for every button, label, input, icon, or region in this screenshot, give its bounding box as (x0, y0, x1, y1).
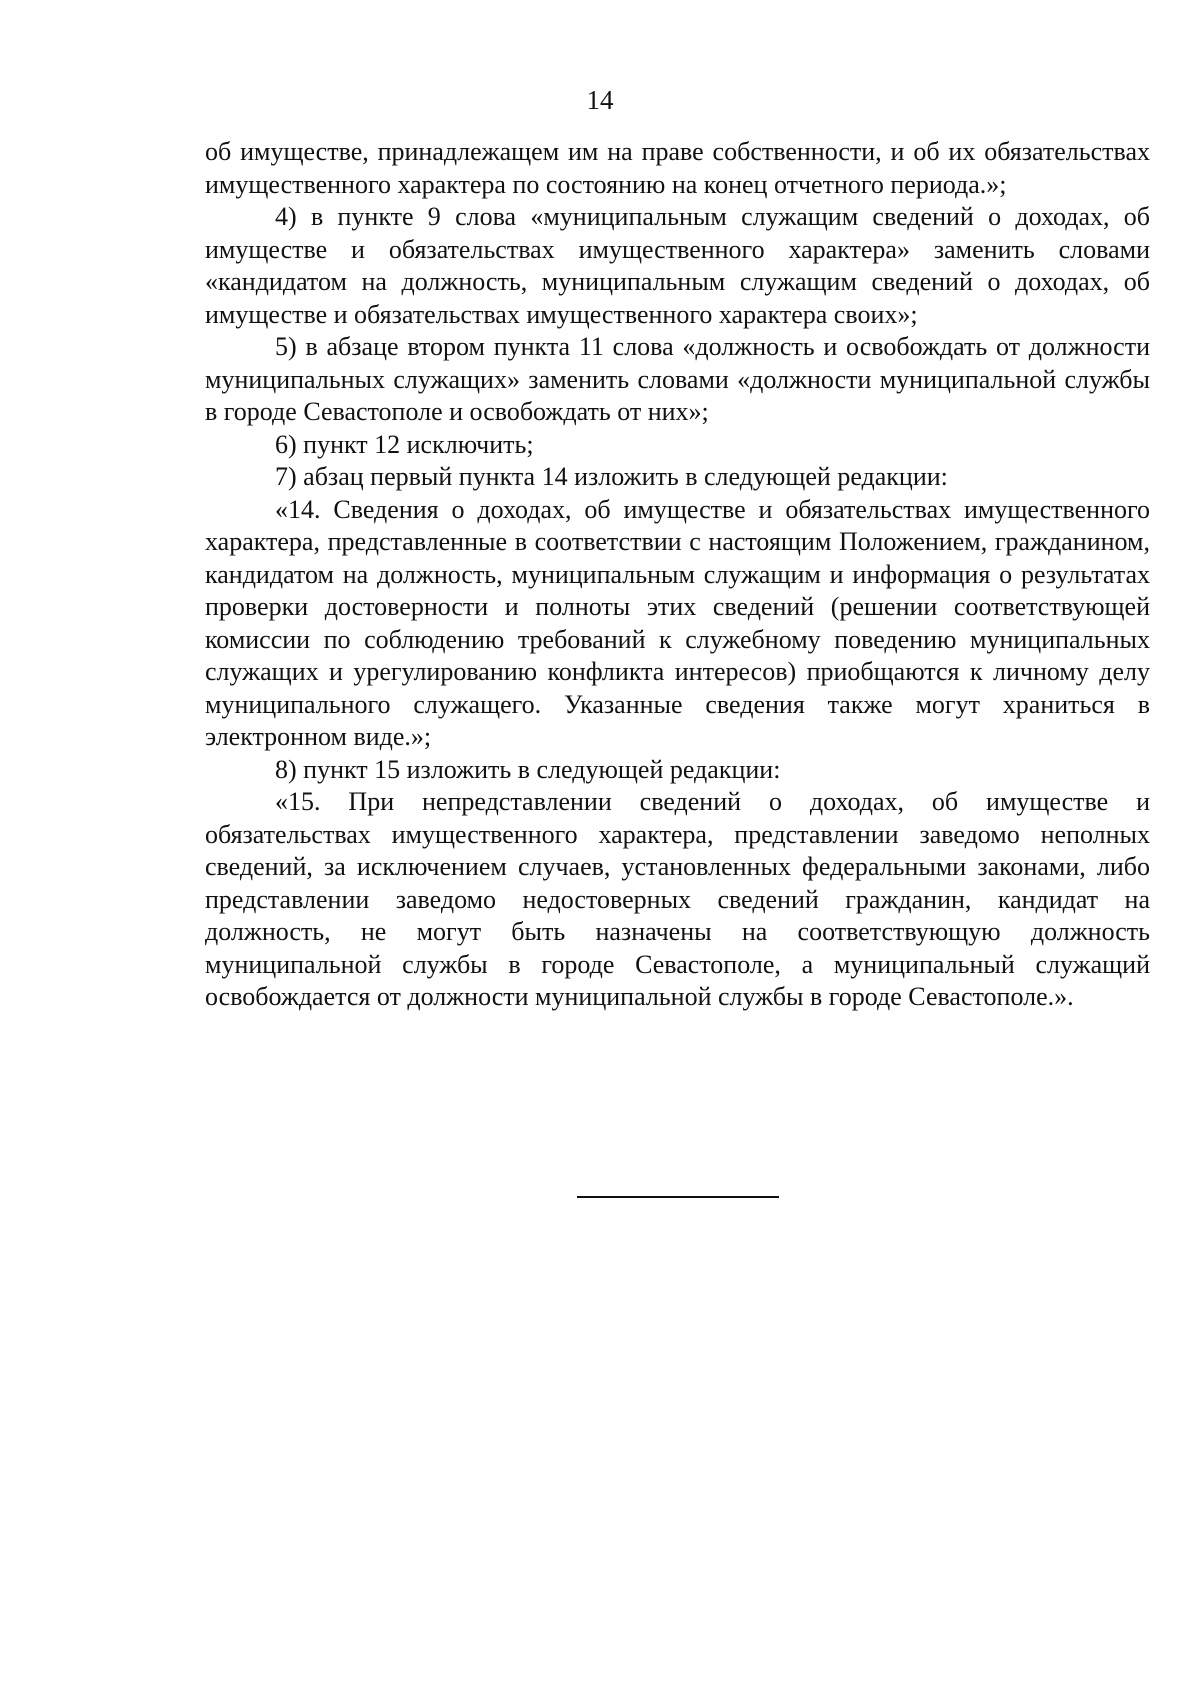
paragraph-item-8: 8) пункт 15 изложить в следующей редакции: (275, 754, 781, 784)
paragraph-clause-14: «14. Сведения о доходах, об имуществе и обязательствах имущественного характера, представленные в соответствии с настоящим Положением, гражданином, кандидатом на должность, муниципальным служащим и информация о результатах проверки достоверности и полноты этих сведений (решении соответствующей комиссии по соблюдению требований к служебному поведению муниципальных служащих и урегулированию конфликта интересов) приобщаются к личному делу муниципального служащего. Указанные сведения также могут храниться в электронном виде.»; (205, 494, 1150, 751)
end-of-document-rule (577, 1196, 779, 1198)
paragraph-item-7: 7) абзац первый пункта 14 изложить в следующей редакции: (275, 462, 948, 491)
paragraph-continuation: об имуществе, принадлежащем им на праве собственности, и об их обязательствах имущественного характера по состоянию на конец отчетного периода.»; (205, 137, 1150, 199)
page-number: 14 (586, 85, 614, 115)
paragraph-clause-15: «15. При непредставлении сведений о доходах, об имуществе и обязательствах имущественного характера, представлении заведомо неполных сведений, за исключением случаев, установленных федеральными законами, либо представлении заведомо недостоверных сведений гражданин, кандидат на должность, не могут быть назначены на соответствующую должность муниципальной службы в городе Севастополе, а муниципальный служащий освобождается от должности муниципальной службы в городе Севастополе.». (205, 787, 1150, 1011)
paragraph-item-4: 4) в пункте 9 слова «муниципальным служащим сведений о доходах, об имуществе и обязательствах имущественного характера» заменить словами «кандидатом на должность, муниципальным служащим сведений о доходах, об имуществе и обязательствах имущественного характера своих»; (205, 202, 1150, 329)
document-body (205, 136, 1150, 1014)
paragraph-item-6: 6) пункт 12 исключить; (275, 429, 534, 459)
paragraph-item-5: 5) в абзаце втором пункта 11 слова «должность и освобождать от должности муниципальных служащих» заменить словами «должности муниципальной службы в городе Севастополе и освобождать от них»; (205, 332, 1150, 426)
